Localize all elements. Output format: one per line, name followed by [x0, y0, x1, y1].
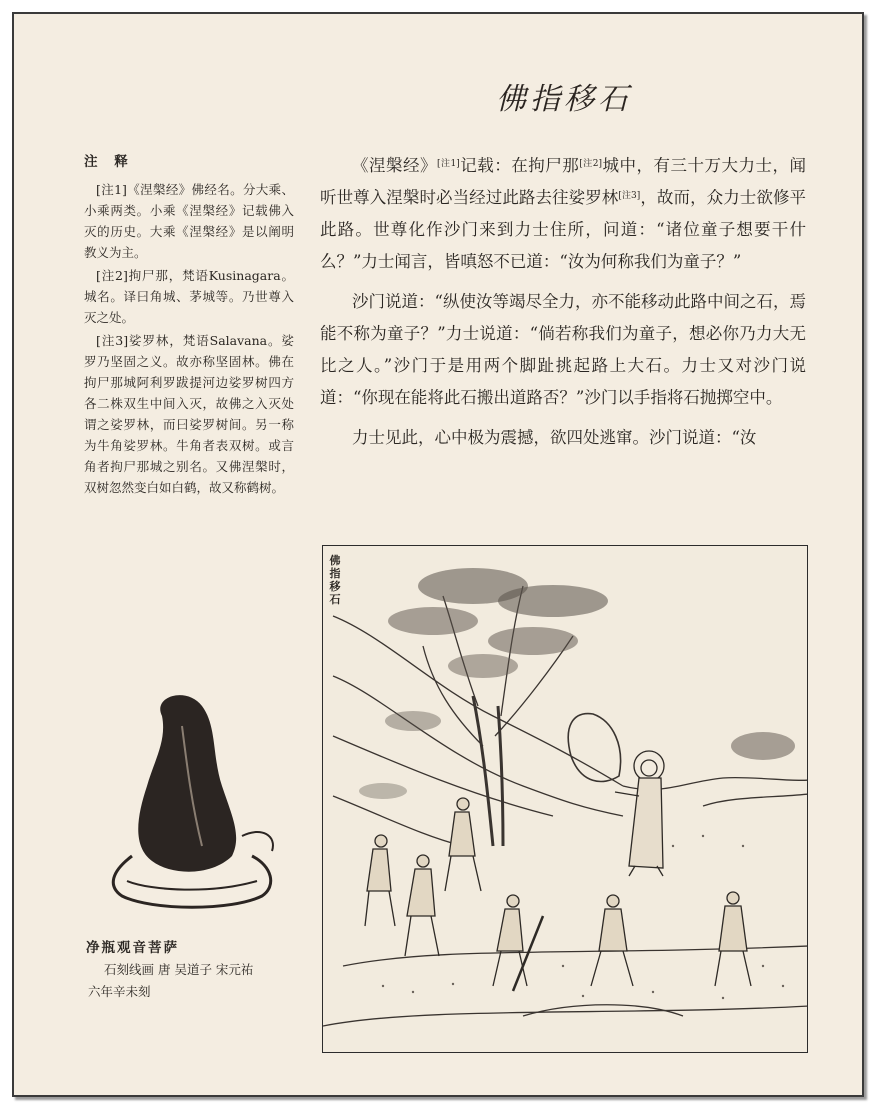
guanyin-statue-image — [92, 686, 292, 926]
paragraph-2: 沙门说道：“纵使汝等竭尽全力，亦不能移动此路中间之石，焉能不称为童子？”力士说道：“倘若称我们为童子，想必你乃力大无比之人。”沙门于是用两个脚趾挑起路上大石。力士又对沙门说道：“你现在能将此石搬出道路否？”沙门以手指将石抛掷空中。 — [320, 292, 806, 407]
p1-part-c: 城中，有三十万大力士，闻听世尊入涅槃时必当经过此路去往娑罗林 — [320, 156, 806, 207]
notes-heading: 注 释 — [84, 154, 134, 170]
main-text — [320, 150, 806, 462]
p1-part-a: 《涅槃经》 — [352, 156, 437, 175]
statue-caption-line-2: 六年辛未刻 — [88, 984, 151, 999]
footnote-ref-2: [注2] — [579, 159, 602, 169]
p1-part-b: 记载：在拘尸那 — [459, 156, 580, 175]
woodblock-illustration — [322, 545, 808, 1053]
page-title: 佛指移石 — [496, 82, 632, 117]
paragraph-1 — [320, 150, 806, 278]
note-2: [注2]拘尸那，梵语Kusinagara。城名。译曰角城、茅城等。乃世尊入灭之处。 — [84, 268, 294, 325]
statue-caption-title: 净瓶观音菩萨 — [86, 940, 179, 956]
statue-caption-line-1: 石刻线画 唐 吴道子 宋元祐 — [104, 962, 254, 977]
note-3: [注3]娑罗林，梵语Salavana。娑罗乃坚固之义。故亦称坚固林。佛在拘尸那城阿利罗跋提河边娑罗树四方各二株双生中间入灭，故佛之入灭处谓之娑罗林，而曰娑罗树间。另一称为牛角娑罗林。牛角者表双树。或言角者拘尸那城之别名。又佛涅槃时，双树忽然变白如白鹤，故又称鹤树。 — [84, 333, 294, 495]
notes-column — [84, 152, 294, 500]
note-1: [注1]《涅槃经》佛经名。分大乘、小乘两类。小乘《涅槃经》记载佛入灭的历史。大乘《涅槃经》是以阐明教义为主。 — [84, 182, 294, 260]
footnote-ref-3: [注3] — [618, 191, 641, 201]
footnote-ref-1: [注1] — [437, 159, 460, 169]
paragraph-3: 力士见此，心中极为震撼，欲四处逃窜。沙门说道：“汝 — [352, 428, 757, 447]
illustration-drawing — [323, 546, 808, 1053]
p1-part-d: ，故而，众力士欲修平此路。世尊化作沙门来到力士住所，问道：“诸位童子想要干什么？”力士闻言，皆嗔怒不已道：“汝为何称我们为童子？” — [320, 188, 807, 271]
statue-caption — [86, 937, 306, 1003]
illustration-label: 佛指移石 — [329, 554, 341, 606]
